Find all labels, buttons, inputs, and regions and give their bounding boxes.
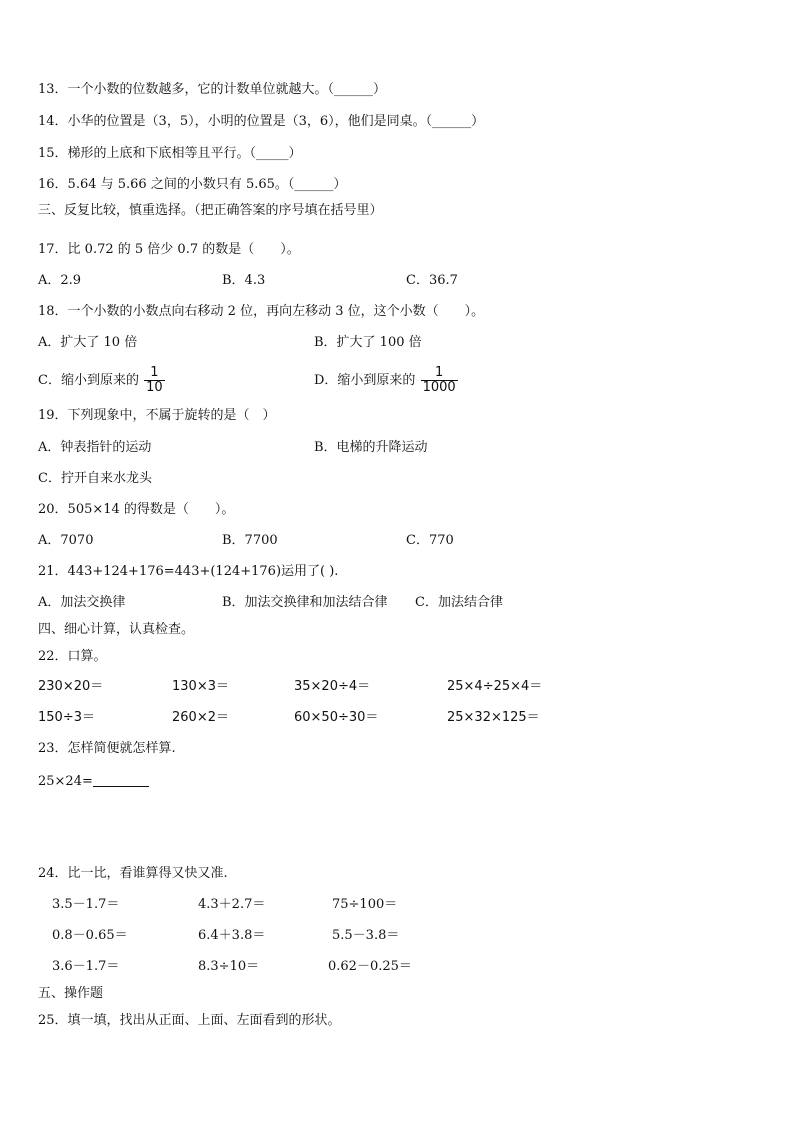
- question-23-expression: [38, 774, 149, 790]
- calc-item: 4.3＋2.7＝: [198, 897, 266, 912]
- question-17-option-b: B．4.3: [222, 273, 266, 288]
- section-4-heading: 四、细心计算，认真检查。: [38, 622, 195, 637]
- question-21-stem: 21．443+124+176=443+(124+176)运用了( ).: [38, 564, 339, 579]
- oral-calc-item: 60×50÷30＝: [294, 710, 379, 725]
- question-21-option-c: C．加法结合律: [415, 595, 503, 610]
- question-17-option-c: C．36.7: [406, 273, 458, 288]
- question-17-stem: 17．比 0.72 的 5 倍少 0.7 的数是（ ）。: [38, 242, 300, 257]
- oral-calc-item: 230×20＝: [38, 679, 104, 694]
- fraction-one-thousandth: [421, 366, 458, 395]
- option-c-label: C．缩小到原来的: [38, 373, 139, 388]
- question-23-stem: 23．怎样简便就怎样算.: [38, 741, 176, 756]
- calc-item: 5.5－3.8＝: [332, 928, 400, 943]
- question-17-option-a: A．2.9: [38, 273, 82, 288]
- calc-item: 0.8－0.65＝: [52, 928, 128, 943]
- question-18-stem: 18．一个小数的小数点向右移动 2 位，再向左移动 3 位，这个小数（ ）。: [38, 304, 485, 319]
- question-20-option-c: C．770: [406, 533, 454, 548]
- question-20-option-b: B．7700: [222, 533, 278, 548]
- question-18-option-d: [314, 364, 458, 398]
- question-14: 14．小华的位置是（3，5），小明的位置是（3，6），他们是同桌。（______）: [38, 114, 485, 129]
- calc-item: 3.6－1.7＝: [52, 959, 120, 974]
- oral-calc-item: 150÷3＝: [38, 710, 95, 725]
- calc-item: 75÷100＝: [332, 897, 398, 912]
- fraction-numerator: 1: [434, 365, 444, 380]
- oral-calc-item: 260×2＝: [172, 710, 229, 725]
- fraction-numerator: 1: [150, 365, 159, 380]
- expression-text: 25×24=: [38, 774, 93, 789]
- question-18-option-a: A．扩大了 10 倍: [38, 335, 138, 350]
- question-20-option-a: A．7070: [38, 533, 94, 548]
- question-21-option-a: A．加法交换律: [38, 595, 126, 610]
- oral-calc-item: 25×4÷25×4＝: [447, 679, 543, 694]
- option-d-label: D．缩小到原来的: [314, 373, 416, 388]
- question-18-option-b: B．扩大了 100 倍: [314, 335, 422, 350]
- question-24-stem: 24．比一比，看谁算得又快又准.: [38, 866, 228, 881]
- question-22-stem: 22．口算。: [38, 649, 107, 664]
- question-15: 15．梯形的上底和下底相等且平行。（_____）: [38, 146, 302, 161]
- calc-item: 3.5－1.7＝: [52, 897, 120, 912]
- answer-blank[interactable]: [93, 774, 149, 787]
- question-18-option-c: [38, 364, 165, 398]
- oral-calc-item: 25×32×125＝: [447, 710, 540, 725]
- section-5-heading: 五、操作题: [38, 986, 104, 1001]
- question-19-option-c: C．拧开自来水龙头: [38, 471, 152, 486]
- question-19-option-a: A．钟表指针的运动: [38, 440, 152, 455]
- fraction-denominator: 10: [146, 380, 163, 395]
- oral-calc-item: 35×20÷4＝: [294, 679, 371, 694]
- calc-item: 6.4＋3.8＝: [198, 928, 266, 943]
- question-20-stem: 20．505×14 的得数是（ ）。: [38, 502, 235, 517]
- question-21-option-b: B．加法交换律和加法结合律: [222, 595, 388, 610]
- question-19-stem: 19．下列现象中，不属于旋转的是（ ）: [38, 408, 276, 423]
- fraction-one-tenth: [144, 366, 165, 395]
- calc-item: 0.62－0.25＝: [328, 959, 412, 974]
- question-25-stem: 25．填一填，找出从正面、上面、左面看到的形状。: [38, 1013, 341, 1028]
- question-19-option-b: B．电梯的升降运动: [314, 440, 428, 455]
- section-3-heading: 三、反复比较，慎重选择。（把正确答案的序号填在括号里）: [38, 203, 383, 218]
- calc-item: 8.3÷10＝: [198, 959, 260, 974]
- question-16: 16．5.64 与 5.66 之间的小数只有 5.65。（______）: [38, 177, 347, 192]
- question-13: 13．一个小数的位数越多，它的计数单位就越大。（______）: [38, 82, 387, 97]
- fraction-denominator: 1000: [422, 380, 456, 395]
- oral-calc-item: 130×3＝: [172, 679, 229, 694]
